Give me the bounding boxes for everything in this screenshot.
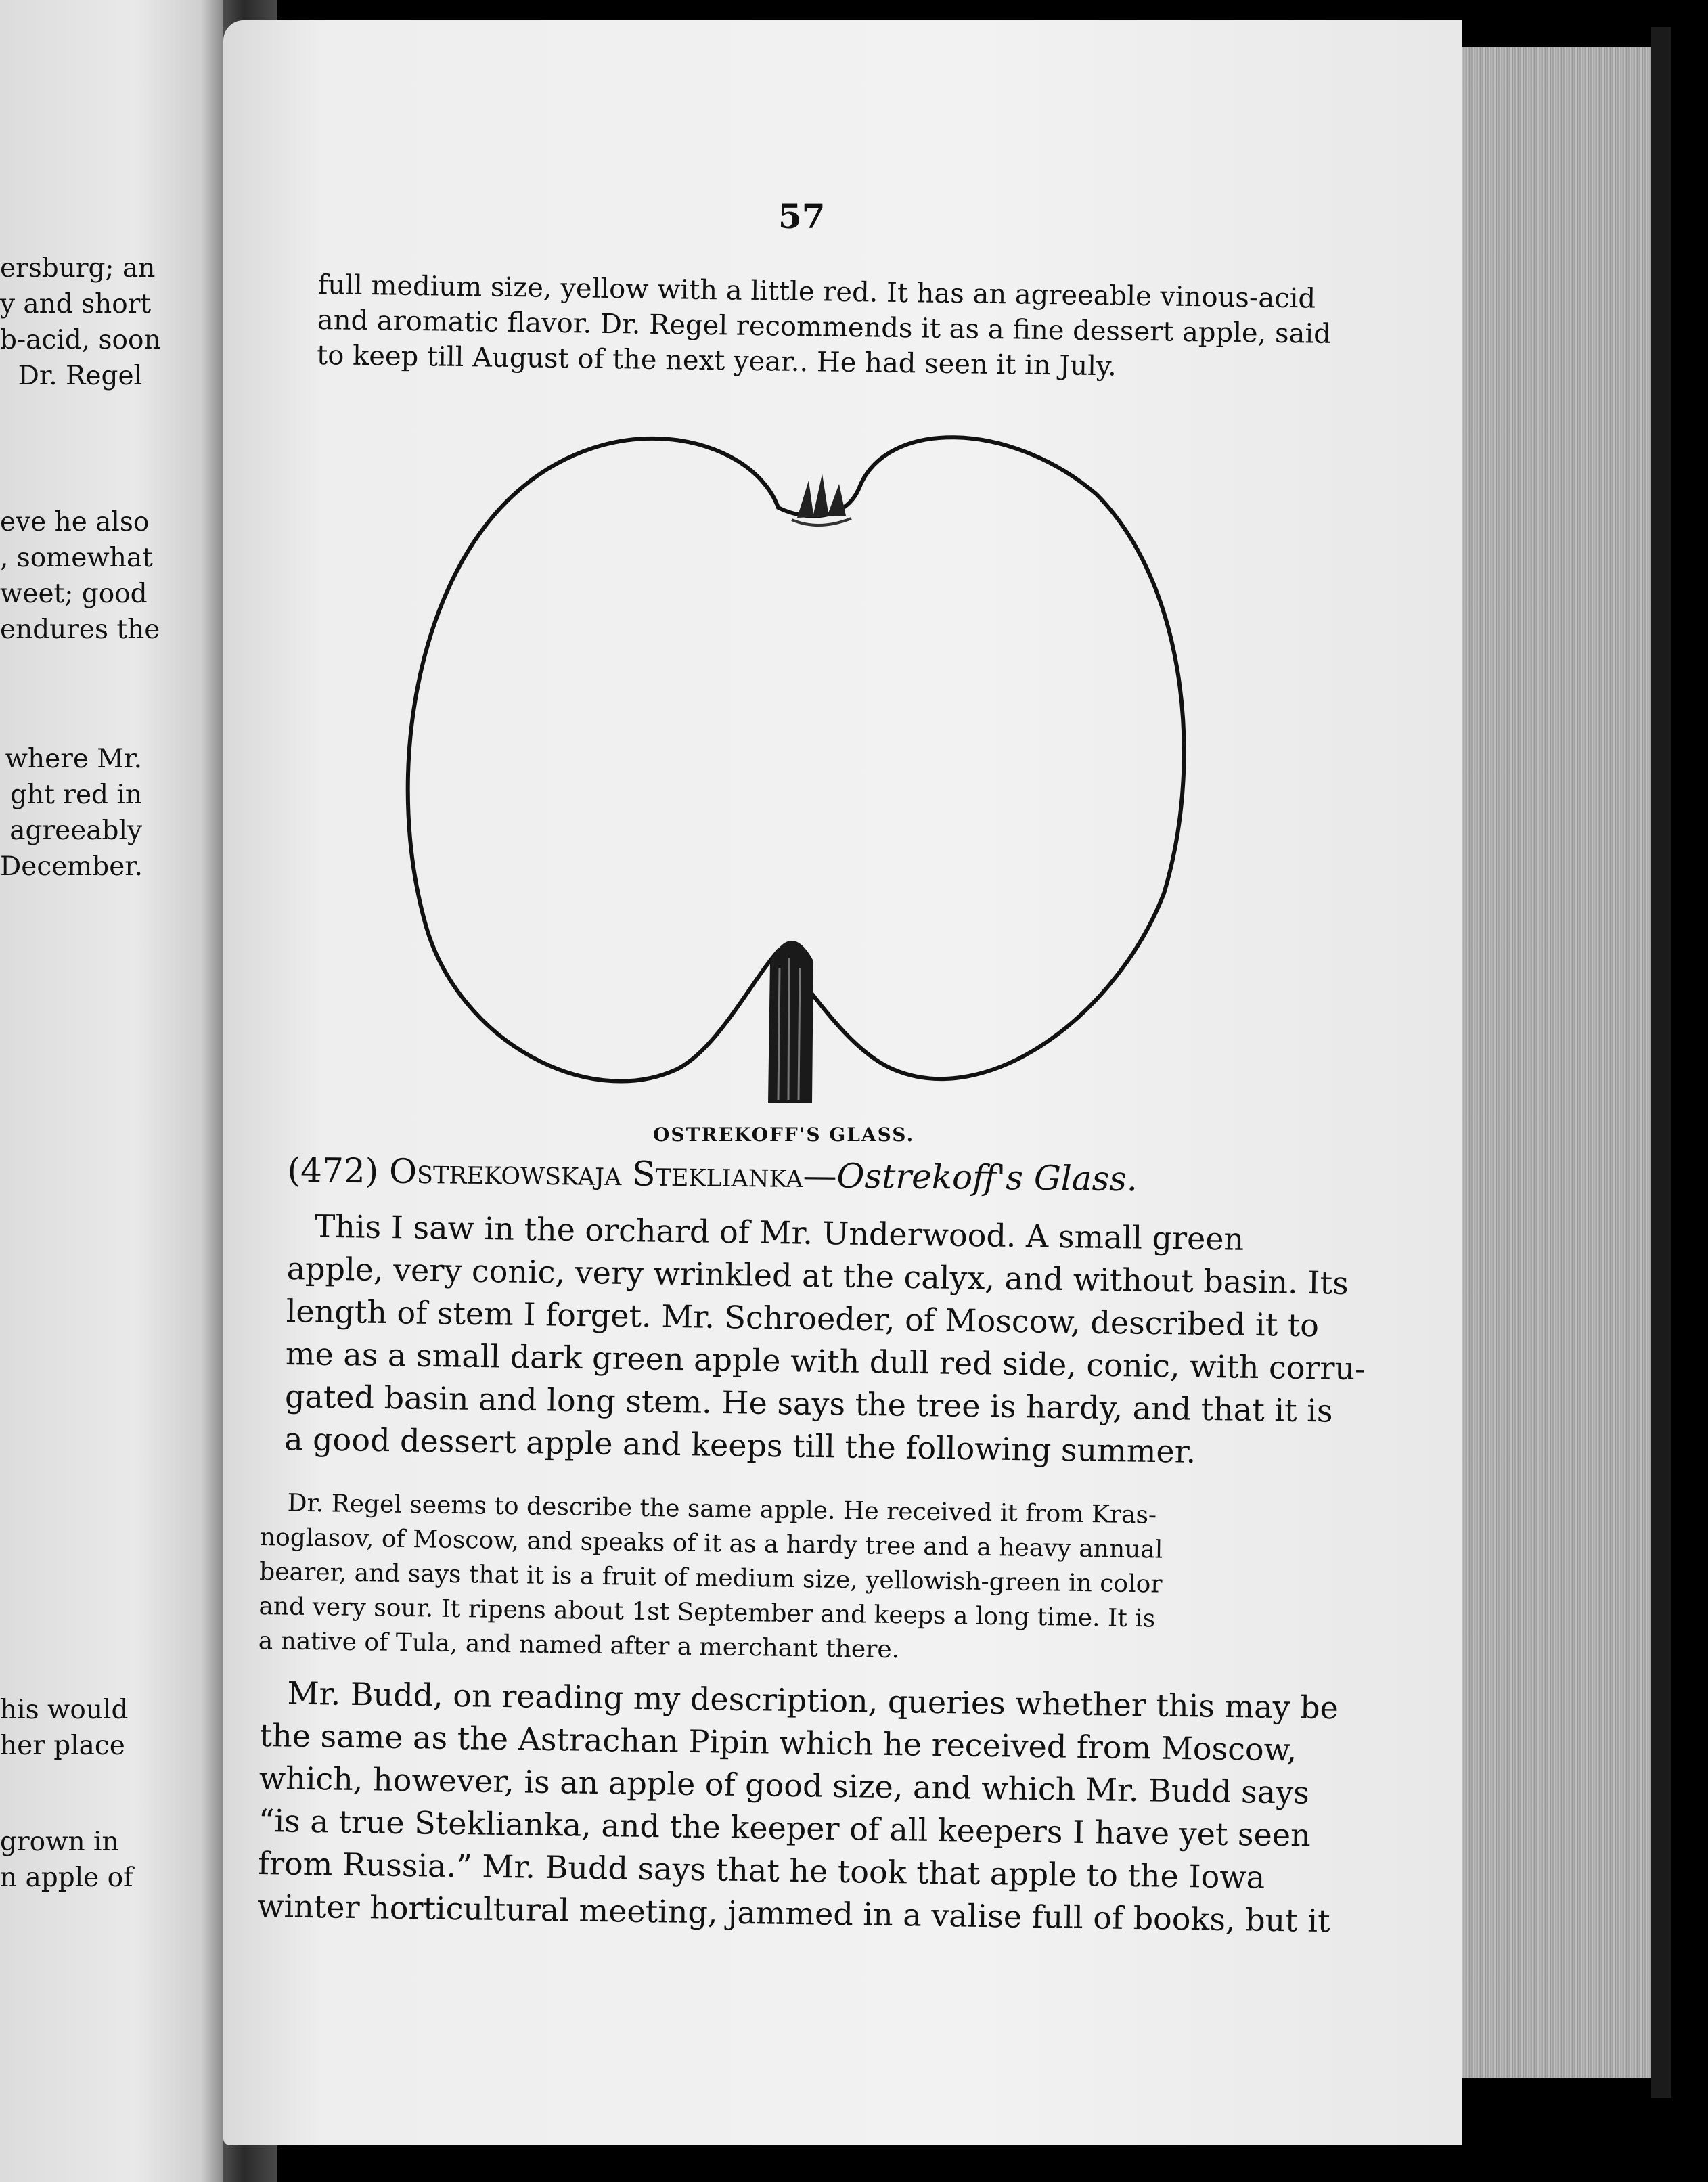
last-paragraph xyxy=(257,1672,1339,1942)
text-line: bearer, and says that it is a fruit of medium size, yellowish-green in color xyxy=(259,1557,1163,1599)
left-page-line: ersburg; an xyxy=(0,253,156,284)
left-page-line: grown in xyxy=(0,1827,119,1857)
text-line: Mr. Budd, on reading my description, queries whether this may be xyxy=(287,1674,1339,1727)
book-cover-edge xyxy=(1651,27,1671,2098)
left-page-line: , somewhat xyxy=(0,543,153,573)
left-page-line: agreeably xyxy=(9,816,142,846)
text-line: a native of Tula, and named after a merchant there. xyxy=(258,1626,900,1664)
entry-name: Ostrekowskaja Steklianka xyxy=(388,1151,803,1195)
left-page-line: his would xyxy=(0,1695,129,1725)
apple-illustration xyxy=(399,406,1198,1110)
text-line: gated basin and long stem. He says the tree is hardy, and that it is xyxy=(284,1377,1333,1429)
stem-icon xyxy=(768,941,813,1103)
small-paragraph xyxy=(258,1486,1163,1671)
left-page-line: n apple of xyxy=(0,1863,133,1893)
text-line: the same as the Astrachan Pipin which he received from Moscow, xyxy=(259,1716,1297,1768)
text-line: Dr. Regel seems to describe the same apple. He received it from Kras- xyxy=(287,1489,1157,1530)
text-line: length of stem I forget. Mr. Schroeder, of Moscow, described it to xyxy=(286,1292,1320,1344)
entry-separator: — xyxy=(803,1155,837,1196)
text-line: and very sour. It ripens about 1st September and keeps a long time. It is xyxy=(259,1592,1156,1633)
main-paragraph xyxy=(284,1205,1368,1475)
left-page-line: b-acid, soon xyxy=(0,325,161,355)
text-line: noglasov, of Moscow, and speaks of it as a hardy tree and a heavy annual xyxy=(259,1523,1163,1564)
text-line: a good dessert apple and keeps till the following summer. xyxy=(284,1420,1196,1470)
page-number: 57 xyxy=(778,196,826,236)
entry-number: (472) xyxy=(287,1151,379,1191)
text-line: from Russia.” Mr. Budd says that he took that apple to the Iowa xyxy=(257,1844,1265,1896)
top-paragraph xyxy=(317,267,1332,387)
left-page-line: December. xyxy=(0,851,143,882)
text-line: apple, very conic, very wrinkled at the calyx, and without basin. Its xyxy=(286,1249,1349,1301)
left-page-line: her place xyxy=(0,1731,125,1761)
text-line: me as a small dark green apple with dull red side, conic, with corru- xyxy=(285,1335,1366,1387)
text-line: winter horticultural meeting, jammed in a valise full of books, but it xyxy=(256,1887,1330,1940)
left-page-line: ght red in xyxy=(10,780,142,810)
page-block-edges xyxy=(1448,47,1671,2078)
text-line: “is a true Steklianka, and the keeper of all keepers I have yet seen xyxy=(258,1802,1311,1854)
left-page-line: endures the xyxy=(0,615,160,645)
text-line: and aromatic flavor. Dr. Regel recommends it as a fine dessert apple, said xyxy=(317,304,1332,350)
left-page-line: where Mr. xyxy=(5,744,142,774)
entry-english-name: Ostrekoff's Glass. xyxy=(836,1156,1138,1199)
text-line: full medium size, yellow with a little red. It has an agreeable vinous-acid xyxy=(317,269,1316,315)
figure-caption: OSTREKOFF'S GLASS. xyxy=(653,1123,915,1146)
left-page-line: eve he also xyxy=(0,507,150,537)
text-line: to keep till August of the next year.. He had seen it in July. xyxy=(316,339,1117,382)
text-line: which, however, is an apple of good size, and which Mr. Budd says xyxy=(259,1759,1310,1811)
left-page-line: weet; good xyxy=(0,579,148,609)
left-page-line: y and short xyxy=(0,289,152,319)
text-line: This I saw in the orchard of Mr. Underwood. A small green xyxy=(314,1207,1244,1257)
left-page-line: Dr. Regel xyxy=(18,361,142,391)
left-page xyxy=(0,0,223,2182)
